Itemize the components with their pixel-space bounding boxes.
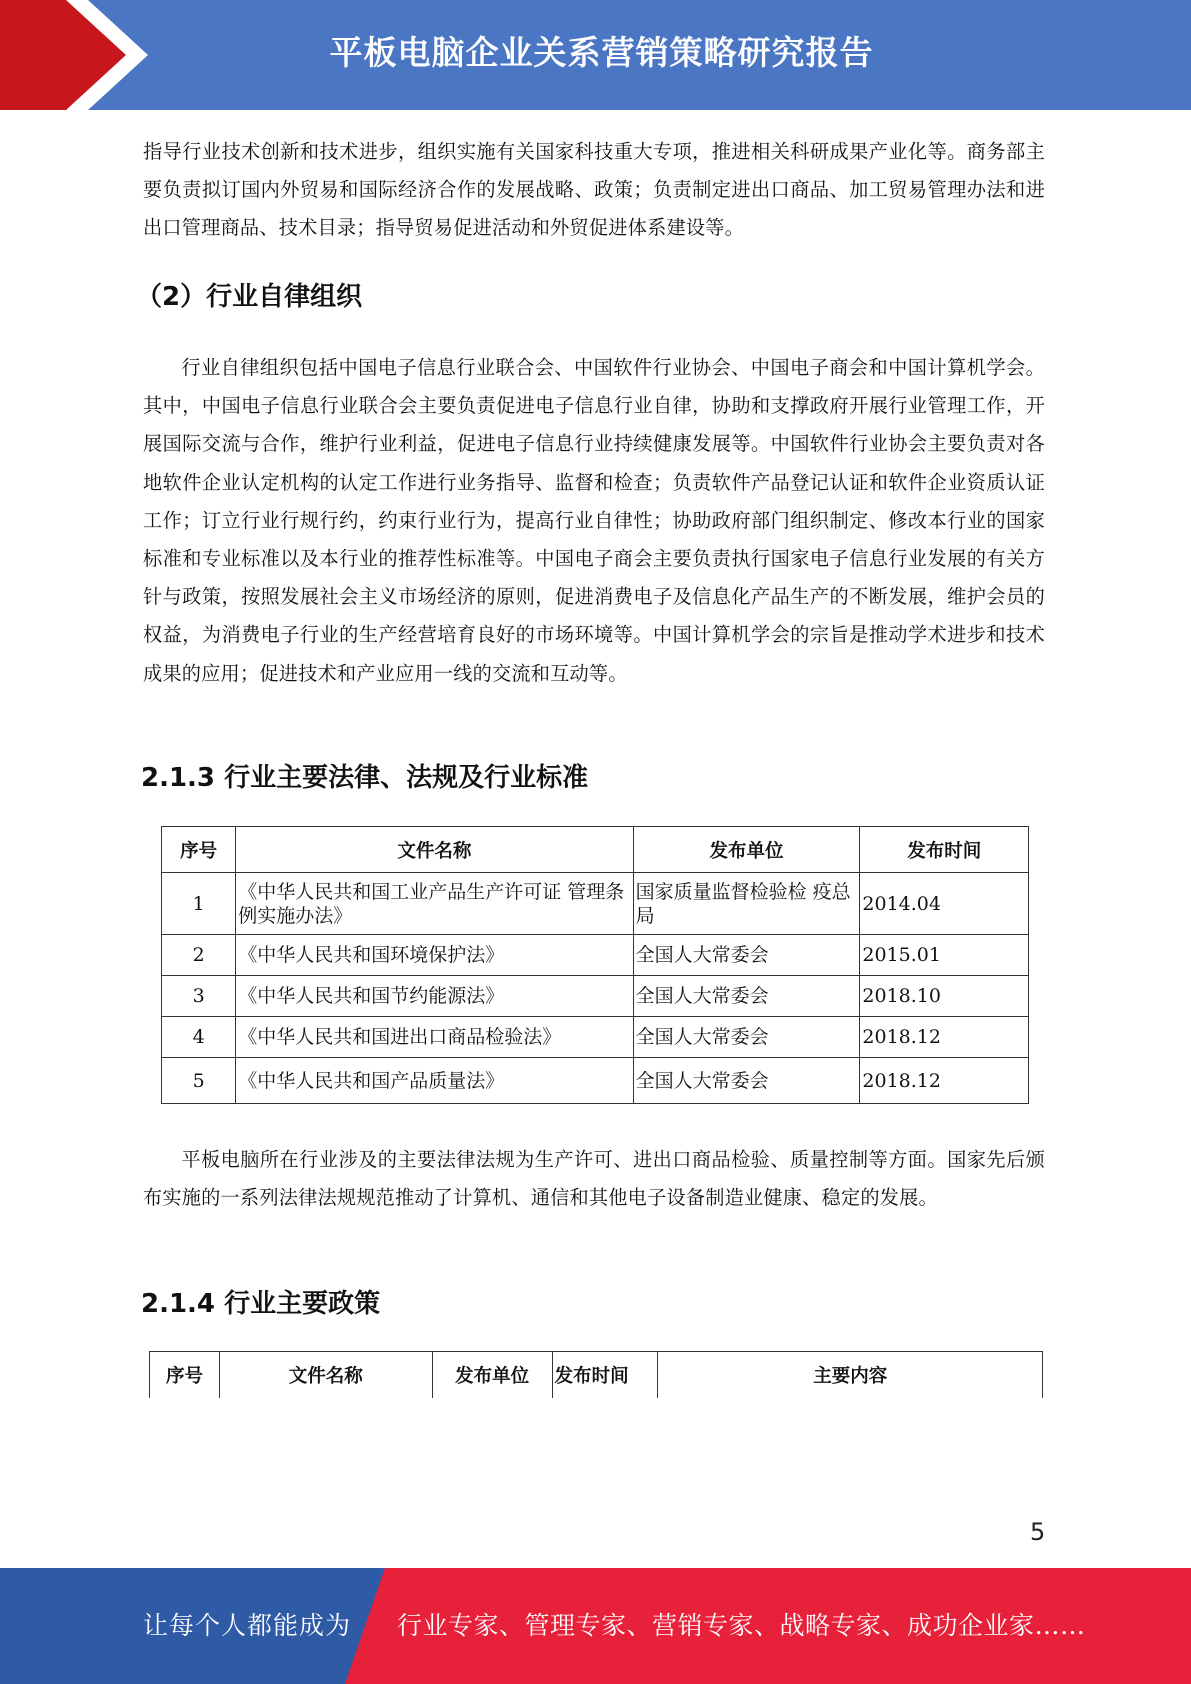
- row-number: 1: [162, 873, 236, 935]
- header-cell: 序号: [150, 1352, 220, 1399]
- paragraph-intro: 指导行业技术创新和技术进步，组织实施有关国家科技重大专项，推进相关科研成果产业化等。商务部主要负责拟订国内外贸易和国际经济合作的发展战略、政策；负责制定进出口商品、加工贸易管理办法和进出口管理商品、技术目录；指导贸易促进活动和外贸促进体系建设等。: [143, 140, 1045, 240]
- header-cell: 序号: [162, 827, 236, 873]
- row-number: 2: [162, 935, 236, 976]
- table-header-row: [162, 827, 1029, 873]
- header-cell: 文件名称: [219, 1352, 432, 1399]
- row-issuer: 全国人大常委会: [633, 935, 860, 976]
- row-document: 《中华人民共和国节约能源法》: [236, 976, 633, 1017]
- row-document: 《中华人民共和国产品质量法》: [236, 1058, 633, 1104]
- row-date: 2018.10: [860, 976, 1029, 1017]
- paragraph-self-regulation: 行业自律组织包括中国电子信息行业联合会、中国软件行业协会、中国电子商会和中国计算机学会。其中，中国电子信息行业联合会主要负责促进电子信息行业自律，协助和支撑政府开展行业管理工作，开展国际交流与合作，维护行业利益，促进电子信息行业持续健康发展等。中国软件行业协会主要负责对各地软件企业认定机构的认定工作进行业务指导、监督和检查；负责软件产品登记认证和软件企业资质认证工作；订立行业行规行约，约束行业行为，提高行业自律性；协助政府部门组织制定、修改本行业的国家标准和专业标准以及本行业的推荐性标准等。中国电子商会主要负责执行国家电子信息行业发展的有关方针与政策，按照发展社会主义市场经济的原则，促进消费电子及信息化产品生产的不断发展，维护会员的权益，为消费电子行业的生产经营培育良好的市场环境等。中国计算机学会的宗旨是推动学术进步和技术成果的应用；促进技术和产业应用一线的交流和互动等。: [143, 356, 1045, 685]
- row-number: 4: [162, 1017, 236, 1058]
- page-header: [0, 0, 1191, 110]
- header-cell: 发布单位: [633, 827, 860, 873]
- row-document: 《中华人民共和国工业产品生产许可证 管理条例实施办法》: [236, 873, 633, 935]
- header-cell: 发布单位: [432, 1352, 552, 1399]
- header-title: 平板电脑企业关系营销策略研究报告: [329, 33, 874, 72]
- row-issuer: 全国人大常委会: [633, 1058, 860, 1104]
- row-date: 2015.01: [860, 935, 1029, 976]
- policies-table: [149, 1351, 1043, 1398]
- row-date: 2018.12: [860, 1017, 1029, 1058]
- laws-table: [161, 826, 1029, 1104]
- footer-slogan-left: 让每个人都能成为: [143, 1611, 352, 1640]
- row-document: 《中华人民共和国环境保护法》: [236, 935, 633, 976]
- table-header-row: [150, 1352, 1043, 1399]
- header-cell: 文件名称: [236, 827, 633, 873]
- row-issuer: 全国人大常委会: [633, 976, 860, 1017]
- heading-policies: 2.1.4 行业主要政策: [141, 1289, 381, 1319]
- row-number: 5: [162, 1058, 236, 1104]
- row-issuer: 国家质量监督检验检 疫总局: [633, 873, 860, 935]
- page-number: 5: [1030, 1518, 1046, 1546]
- heading-laws: 2.1.3 行业主要法律、法规及行业标准: [141, 763, 589, 793]
- heading-self-regulation: （2）行业自律组织: [136, 282, 363, 312]
- row-date: 2014.04: [860, 873, 1029, 935]
- paragraph-laws-summary: 平板电脑所在行业涉及的主要法律法规为生产许可、进出口商品检验、质量控制等方面。国家先后颁布实施的一系列法律法规规范推动了计算机、通信和其他电子设备制造业健康、稳定的发展。: [143, 1148, 1045, 1210]
- table-row: [162, 976, 1029, 1017]
- footer-slogan-right: 行业专家、管理专家、营销专家、战略专家、成功企业家……: [397, 1611, 1086, 1640]
- page-footer: [0, 1568, 1191, 1684]
- header-cell: 发布时间: [860, 827, 1029, 873]
- row-document: 《中华人民共和国进出口商品检验法》: [236, 1017, 633, 1058]
- row-issuer: 全国人大常委会: [633, 1017, 860, 1058]
- row-date: 2018.12: [860, 1058, 1029, 1104]
- header-cell: 发布时间: [552, 1352, 658, 1399]
- table-row: [162, 873, 1029, 935]
- header-cell: 主要内容: [658, 1352, 1043, 1399]
- table-row: [162, 935, 1029, 976]
- row-number: 3: [162, 976, 236, 1017]
- table-row: [162, 1058, 1029, 1104]
- table-row: [162, 1017, 1029, 1058]
